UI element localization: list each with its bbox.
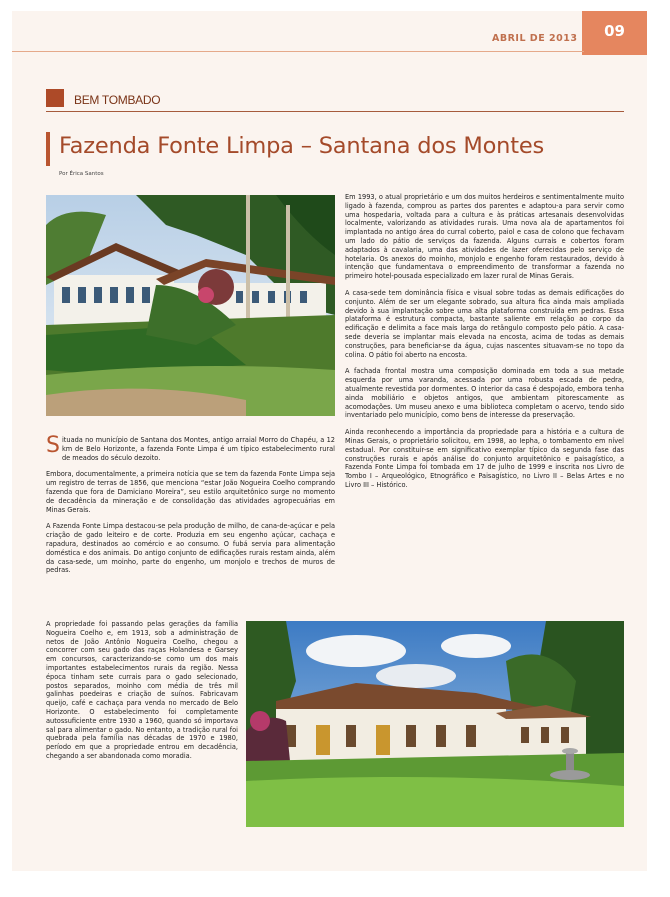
section-rule: [46, 111, 624, 112]
paragraph-2: Embora, documentalmente, a primeira notícia que se tem da fazenda Fonte Limpa seja um registro de terras de 1856, que menciona “estar João Nogueira Coelho comprando fazenda que fora de Damiciano Moreira”, seu estilo arquitetônico surge no momento de decadência da mineração e de consolidação das atividades agropecuárias em Minas Gerais.: [46, 470, 335, 514]
issue-date: ABRIL DE 2013: [492, 33, 578, 44]
paragraph-6: A casa-sede tem dominância física e visual sobre todas as demais edificações do conjunto. Além de ser um elegante sobrado, sua altura fica ainda mais ampliada devido à sua implantação sobre uma alta plataforma construída em pedras. Essa plataforma é estrutura compacta, bastante saliente em relação ao corpo da edificação e delimita a face mais larga do retângulo composto pelo pátio. A casa-sede deveria se implantar mais elevada na encosta, acima de todas as demais construções, para beneficiar-se da água, cujas nascentes situavam-se no topo da colina. O pátio foi aberto na encosta.: [345, 288, 624, 359]
paragraph-4: A propriedade foi passando pelas gerações da família Nogueira Coelho e, em 1913, sob a administração de netos de João Antônio Nogueira Coelho, chegou a concorrer com seu gado das raças Holandesa e Garsey em concursos, caracterizando-se como um dos mais importantes estabelecimentos rurais da região. Nessa época tinham sete currais para o gado selecionado, postos separados, moinho com média de três mil galinhas poedeiras e criação de suínos. Fabricavam queijo, café e cachaça para venda no mercado de Belo Horizonte. O estabelecimento foi completamente autossuficiente entre 1930 a 1960, quando só importava sal para alimentar o gado. No entanto, a tradição rural foi quebrada pela família nas décadas de 1970 e 1980, período em que a propriedade entrou em decadência, chegando a ser abandonada como moradia.: [46, 620, 238, 760]
section-label: BEM TOMBADO: [74, 93, 161, 107]
right-column: [345, 193, 624, 498]
paragraph-1: [46, 433, 335, 462]
header-rule: [12, 51, 584, 52]
article-title: Fazenda Fonte Limpa – Santana dos Montes: [59, 133, 545, 159]
paragraph-7: A fachada frontal mostra uma composição dominada em toda a sua metade esquerda por uma varanda, acessada por uma robusta escada de pedra, atualmente revestida por dormentes. O interior da casa é despojado, embora tenha ainda mobiliário e objetos antigos, que ambientam pitorescamente as acomodações. Um museu anexo e uma biblioteca completam o acervo, tendo sido inventariado pelo município, como bens de interesse da preservação.: [345, 367, 624, 420]
left-narrow-column: [46, 620, 238, 769]
title-accent-bar: [46, 132, 50, 166]
paragraph-1-text: ituada no município de Santana dos Montes, antigo arraial Morro do Chapéu, a 12 km de Belo Horizonte, a fazenda Fonte Limpa é um típico estabelecimento rural de meados do século dezoito.: [61, 436, 335, 462]
courtyard-photo: [246, 621, 624, 827]
article-author: Por Érica Santos: [59, 171, 104, 177]
paragraph-8: Ainda reconhecendo a importância da propriedade para a história e a cultura de Minas Gerais, o proprietário solicitou, em 1998, ao Iepha, o tombamento em nível estadual. Por constituir-se em significativo exemplar típico da segunda fase das construções rurais e após análise do conjunto arquitetônico e paisagístico, a Fazenda Fonte Limpa foi tombada em 17 de julho de 1999 e inscrita nos Livro de Tombo I – Arqueológico, Etnográfico e Paisagístico, no Livro II – Belas Artes e no Livro III – Histórico.: [345, 428, 624, 489]
drop-cap: S: [46, 433, 60, 458]
farmhouse-photo: [46, 195, 335, 416]
section-marker: [46, 89, 64, 107]
page-number: 09: [582, 11, 647, 55]
paragraph-5: Em 1993, o atual proprietário e um dos muitos herdeiros e sentimentalmente muito ligado à fazenda, comprou as partes dos parentes e adaptou-a para servir como uma hospedaria, voltada para a cultura e às práticas artesanais desenvolvidas localmente, valorizando as atividades rurais. Uma nova ala de apartamentos foi implantada no antigo área do curral coberto, paiol e casa de colono que fechavam um lado do pátio de serviços da fazenda. Alguns currais e cobertos foram adaptados à cavalaria, uma das atividades de lazer oferecidas pelo serviço de hotelaria. Os anexos do moinho, monjolo e engenho foram restaurados, devido à intenção que fundamentava o empreendimento de transformar a fazenda no primeiro hotel-pousada especializado em lazer rural de Minas Gerais.: [345, 193, 624, 281]
paragraph-3: A Fazenda Fonte Limpa destacou-se pela produção de milho, de cana-de-açúcar e pela criação de gado leiteiro e de corte. Produzia em seu engenho açúcar, cachaça e rapadura, destinados ao comércio e ao consumo. O fubá servia para alimentação doméstica e dos animais. Do antigo conjunto de edificações rurais restam ainda, além da casa-sede, um moinho, parte do engenho, um monjolo e trechos de muros de pedras.: [46, 522, 335, 575]
left-column: [46, 433, 335, 583]
